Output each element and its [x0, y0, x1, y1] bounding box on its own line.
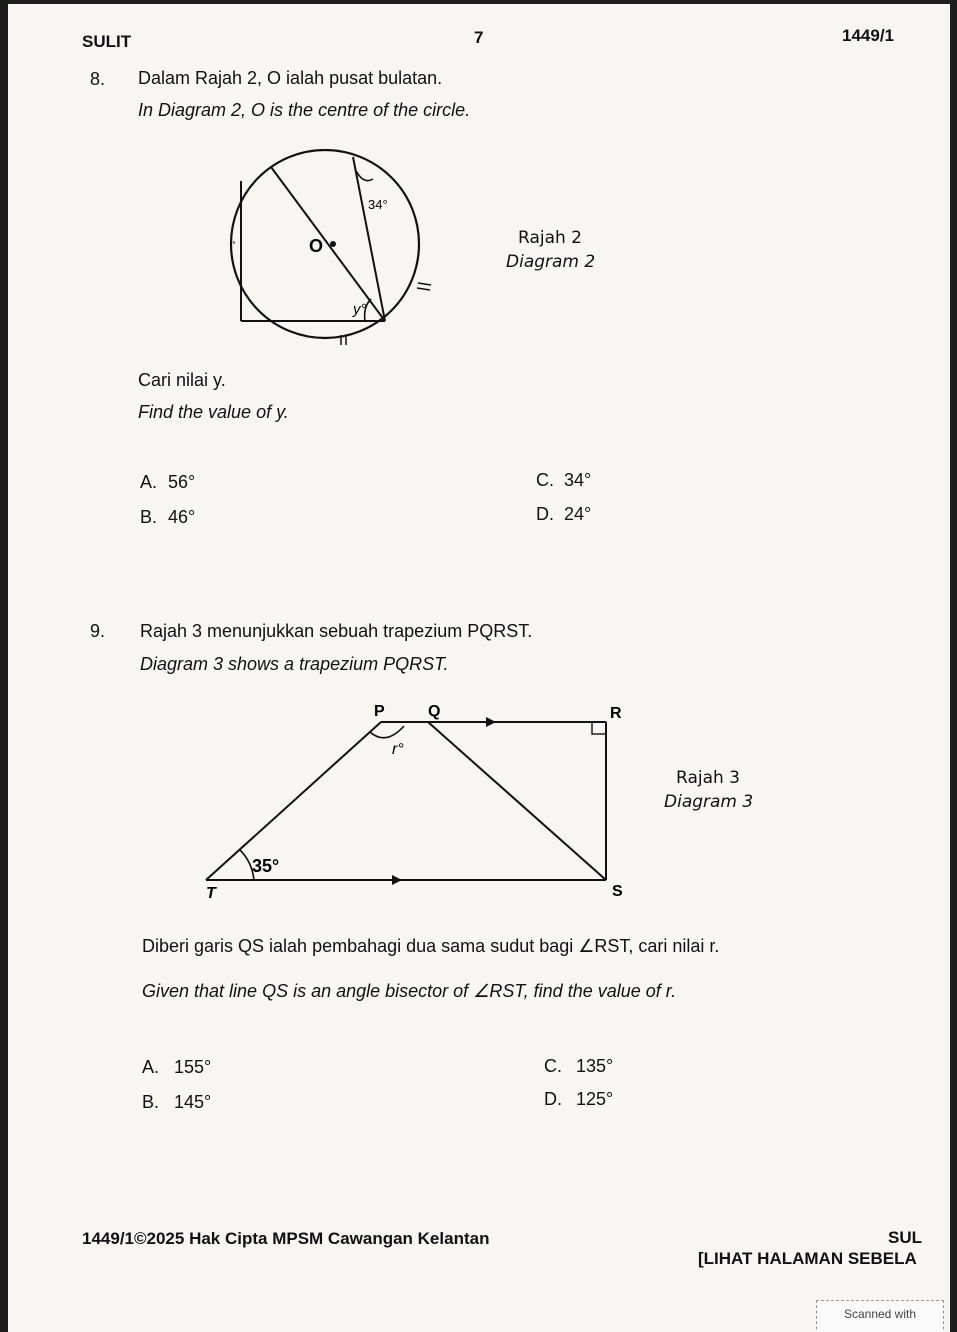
footer-next-page: [LIHAT HALAMAN SEBELA — [698, 1249, 917, 1268]
line-qs — [428, 722, 606, 880]
q9-diagram-malay: Rajah 3 — [676, 768, 740, 788]
angle-34-label: 34° — [368, 197, 388, 212]
q8-option-d-letter: D. — [536, 504, 554, 524]
right-chord — [353, 157, 385, 321]
vertex-q: Q — [428, 703, 441, 720]
exam-page — [8, 4, 950, 1332]
vertex-t: T — [206, 885, 216, 902]
center-point — [330, 241, 336, 247]
circle — [231, 150, 419, 338]
q9-option-a-value: 155° — [174, 1057, 212, 1077]
q9-option-b-value: 145° — [174, 1092, 212, 1112]
q8-number: 8. — [90, 69, 106, 89]
q9-trapezium-diagram — [196, 698, 626, 908]
q8-option-a-letter: A. — [140, 472, 158, 492]
q8-circle-diagram — [223, 149, 433, 349]
footer-copyright: 1449/1©2025 Hak Cipta MPSM Cawangan Kelantan — [82, 1229, 490, 1248]
scanner-watermark — [816, 1300, 944, 1332]
q8-english-text: In Diagram 2, O is the centre of the circle. — [138, 100, 471, 120]
q8-diagram-english: Diagram 2 — [506, 252, 596, 272]
q8-option-d-value: 24° — [564, 504, 592, 524]
q8-option-a-value: 56° — [168, 472, 196, 492]
center-o-label: O — [309, 236, 324, 256]
angle-r-label: r° — [392, 741, 404, 758]
header-sulit: SULIT — [82, 32, 132, 51]
q8-diagram-malay: Rajah 2 — [518, 228, 582, 248]
angle-y-label: y° — [353, 301, 367, 318]
q8-malay-text: Dalam Rajah 2, O ialah pusat bulatan. — [138, 68, 443, 88]
q8-option-c-value: 34° — [564, 470, 592, 490]
q9-option-c-letter: C. — [544, 1056, 562, 1076]
q8-ask-malay: Cari nilai y. — [138, 370, 226, 390]
scanner-text: Scanned with — [843, 1307, 917, 1321]
q9-option-d-letter: D. — [544, 1089, 562, 1109]
vertex-p: P — [374, 703, 385, 720]
q9-english-text: Diagram 3 shows a trapezium PQRST. — [140, 654, 449, 674]
q8-ask-english: Find the value of y. — [138, 402, 289, 422]
q9-option-b-letter: B. — [142, 1092, 160, 1112]
q8-option-b-value: 46° — [168, 507, 196, 527]
q9-diagram-english: Diagram 3 — [664, 792, 754, 812]
header-paper-code: 1449/1 — [842, 26, 894, 45]
q9-option-a-letter: A. — [142, 1057, 160, 1077]
q9-number: 9. — [90, 621, 106, 641]
q8-option-b-letter: B. — [140, 507, 158, 527]
angle-35-label: 35° — [252, 856, 280, 876]
q8-option-c-letter: C. — [536, 470, 554, 490]
vertex-s: S — [612, 883, 623, 900]
footer-sulit: SUL — [888, 1228, 922, 1247]
q9-option-c-value: 135° — [576, 1056, 614, 1076]
q9-given-english: Given that line QS is an angle bisector of ∠RST, find the value of r. — [142, 981, 677, 1001]
q9-malay-text: Rajah 3 menunjukkan sebuah trapezium PQRST. — [140, 621, 533, 641]
vertex-r: R — [610, 705, 622, 722]
q9-option-d-value: 125° — [576, 1089, 614, 1109]
page-number: 7 — [474, 28, 484, 47]
q9-given-malay: Diberi garis QS ialah pembahagi dua sama sudut bagi ∠RST, cari nilai r. — [142, 936, 720, 956]
diagonal-chord — [271, 167, 385, 321]
side-tp — [206, 722, 381, 880]
